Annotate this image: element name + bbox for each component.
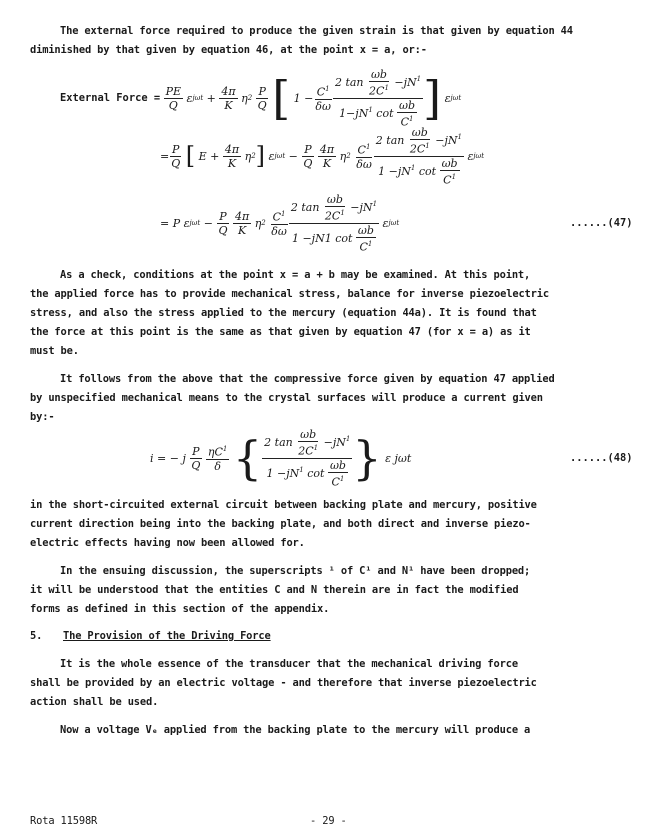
para5-line2: it will be understood that the entities C and N therein are in fact the modified — [30, 584, 519, 596]
para2-line4: the force at this point is the same as that given by equation 47 (for x = a) as it — [30, 326, 531, 338]
footer-document-id: Rota 11598R — [30, 815, 98, 827]
para2-line3: stress, and also the stress applied to the mercury (equation 44a). It is found that — [30, 307, 537, 319]
equation-47-number: ......(47) — [570, 217, 633, 229]
para1-line2: diminished by that given by equation 46, at the point x = a, or:- — [30, 44, 427, 56]
para2-line1: As a check, conditions at the point x = a + b may be examined. At this point, — [60, 269, 531, 281]
external-force-label: External Force = — [60, 92, 161, 104]
para1-line1: The external force required to produce the given strain is that given by equation 44 — [60, 25, 573, 37]
equation-48: i = − j P Q $\eta C^1$ δ { 2 tan $\frac{\omega b}{2C^1}$ $-jN^1$ $1 -jN^1$ cot $\frac{\omega b}{C^1}$ } ε jωt — [150, 427, 412, 489]
para4-line3: electric effects having now been allowed for. — [30, 537, 305, 549]
para2-line5: must be. — [30, 345, 79, 357]
para7-line1: Now a voltage Vₑ applied from the backing plate to the mercury will produce a — [60, 724, 531, 736]
equation-expanded: = P Q [ E + 4π K η 2 ] ε jωt − P Q 4π K η 2 $C^1$ δω 2 tan $\frac{\omega b}{2C^1}$ $-jN^1$ $1 -jN^1$ cot $\frac{\omega b}{C^1}$ ε jωt — [160, 125, 485, 187]
para3-line1: It follows from the above that the compressive force given by equation 47 applied — [60, 373, 555, 385]
section-title-text: The Provision of the Driving Force — [63, 630, 271, 642]
equation-47: = P ε jωt − P Q 4π K η 2 $C^1$ δω 2 tan $\frac{\omega b}{2C^1}$ $-jN^1$ 1 −jN1 cot $\frac{\omega b}{C^1}$ ε jωt — [160, 192, 400, 254]
para2-line2: the applied force has to provide mechanical stress, balance for inverse piezoelectric — [30, 288, 549, 300]
section-title — [63, 627, 271, 646]
para3-line2: by unspecified mechanical means to the crystal surfaces will produce a current given — [30, 392, 543, 404]
para5-line1: In the ensuing discussion, the superscripts ¹ of C¹ and N¹ have been dropped; — [60, 565, 531, 577]
para4-line2: current direction being into the backing plate, and both direct and inverse piezo- — [30, 518, 531, 530]
para6-line2: shall be provided by an electric voltage - and therefore that inverse piezoelectric — [30, 677, 537, 689]
section-number: 5. — [30, 630, 43, 642]
para5-line3: forms as defined in this section of the appendix. — [30, 603, 330, 615]
para6-line3: action shall be used. — [30, 696, 159, 708]
equation-48-number: ......(48) — [570, 452, 633, 464]
equation-external-force: External Force = $\frac{PE}{Q}$ ε jωt + 4π K η 2 P Q [ 1 − $C^1$ δω 2 tan $\frac{\omega b}{2C^1}$ $-jN^1$ $1-jN^1$ cot $\frac{\omega b}{C^1}$ ] ε jωt — [60, 67, 462, 129]
footer-page-number: - 29 - — [310, 815, 347, 827]
para3-line3: by:- — [30, 411, 55, 423]
para6-line1: It is the whole essence of the transducer that the mechanical driving force — [60, 658, 518, 670]
para4-line1: in the short-circuited external circuit between backing plate and mercury, positive — [30, 499, 537, 511]
